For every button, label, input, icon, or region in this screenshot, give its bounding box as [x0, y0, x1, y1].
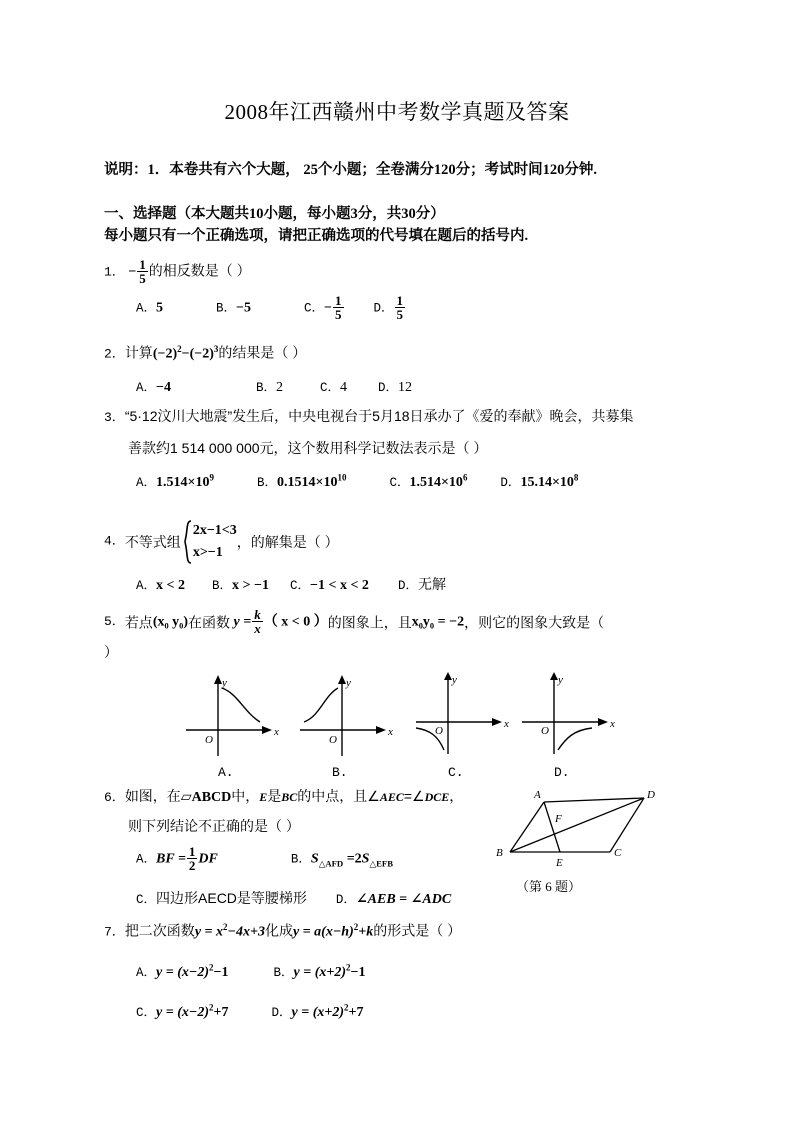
svg-text:O: O [329, 734, 337, 746]
svg-text:x: x [388, 726, 393, 738]
q5-condition: （ x < 0 ） [263, 614, 328, 630]
q6-option-a-label: A． [136, 852, 157, 867]
question-6-stem-line1 [104, 788, 463, 806]
svg-text:y: y [452, 674, 457, 686]
question-4-number: 4． [104, 533, 125, 549]
q6-line1-c: 是 [267, 788, 282, 804]
q5-tail: ，则它的图象大致是（ [464, 614, 605, 631]
section-subheading: 每小题只有一个正确选项，请把正确选项的代号填在题后的括号内. [104, 228, 529, 244]
q6-option-b-equals: =2 [343, 851, 362, 867]
q4-system-row-1: 2x−1<3 [192, 523, 237, 538]
question-2-options [136, 377, 412, 396]
q1-option-c-label: C． [304, 301, 325, 316]
q5-graph-option-b[interactable] [300, 672, 404, 780]
question-2-number: 2． [104, 346, 125, 362]
q5-graph-d-label: D. [554, 765, 570, 780]
q7-option-d-base: y = (x+2) [291, 1005, 344, 1020]
question-7-options-row1 [136, 962, 365, 981]
q5-lead: 若点 [124, 614, 153, 631]
svg-text:y: y [558, 674, 563, 686]
svg-text:O: O [541, 725, 549, 737]
q7-expr2-a: y = a(x−h) [292, 924, 354, 940]
question-1-options [136, 294, 406, 321]
page-title: 2008年江西赣州中考数学真题及答案 [224, 100, 570, 124]
q5-graph-a-label: A. [218, 765, 234, 780]
svg-text:D: D [647, 789, 655, 801]
q3-option-c-exponent: 6 [462, 472, 468, 483]
q7-option-d-label: D． [271, 1006, 292, 1020]
coordinate-axes-quadrant-3-icon [416, 672, 520, 760]
question-6-figure-caption: （第 6 题） [516, 879, 582, 894]
coordinate-axes-quadrant-1-icon [186, 672, 290, 760]
question-2-stem [104, 344, 306, 363]
question-6-stem-line2 [128, 818, 300, 836]
q5-graph-b-label: B. [332, 765, 348, 780]
q7-option-d-exponent: 2 [344, 1002, 349, 1013]
question-5-graph-options [186, 672, 636, 780]
q3-option-a-mantissa: 1.514×10 [156, 475, 210, 490]
question-1-stem [104, 258, 251, 285]
q7-option-b-label: B． [273, 966, 294, 980]
question-3-options [136, 472, 578, 491]
q7-option-c-exponent: 2 [209, 1002, 214, 1013]
q6-option-c-value: 四边形AECD是等腰梯形 [156, 890, 307, 906]
question-5-stem [104, 608, 604, 635]
q4-system [193, 520, 237, 564]
q7-tail: 的形式是（ ） [373, 922, 462, 939]
q1-option-c-fraction: $\frac{1}{5}$ [335, 293, 342, 322]
coordinate-axes-quadrant-4-icon [522, 672, 626, 760]
svg-text:O: O [435, 725, 443, 737]
section-heading-choice: 一、选择题（本大题共10小题，每小题3分，共30分） [104, 206, 445, 222]
q5-graph-option-d[interactable] [522, 672, 626, 780]
svg-text:O: O [205, 734, 213, 746]
q2-exp-2: 3 [213, 344, 219, 354]
q1-option-a-value: 5 [156, 300, 164, 316]
q7-expr1-exponent: 2 [223, 922, 228, 932]
q1-stem-text: 的相反数是（ ） [148, 262, 251, 279]
q6-angle-dce: DCE [424, 790, 450, 804]
q6-line-2: 则下列结论不正确的是（ ） [128, 818, 300, 834]
q2-tail: 的结果是（ ） [218, 344, 307, 361]
coordinate-axes-quadrant-2-icon [300, 672, 404, 760]
q3-option-d-label: D． [500, 476, 521, 490]
q4-option-c-label: C． [289, 579, 310, 593]
svg-text:F: F [555, 813, 562, 825]
q5-graph-option-a[interactable] [186, 672, 290, 780]
system-brace-icon [181, 520, 193, 564]
q3-option-d-exponent: 8 [573, 472, 579, 483]
svg-text:E: E [556, 857, 563, 869]
q6-line1-d: 的中点，且∠ [297, 788, 380, 804]
q7-option-c-label: C． [136, 1006, 157, 1020]
q1-option-b-value: −5 [236, 300, 252, 316]
q4-option-a-value: x < 2 [156, 578, 185, 593]
question-6-options-row2 [136, 888, 451, 908]
q5-function-fraction: $\frac{k}{x}$ [254, 607, 261, 636]
q2-option-c-label: C． [320, 381, 341, 395]
q7-mid: 化成 [264, 922, 293, 939]
q7-expr1-b: −4x+3 [227, 924, 265, 940]
q5-graph-option-c[interactable] [416, 672, 520, 780]
q6-option-d-label: D． [335, 893, 356, 907]
q5-function-lhs: y = [233, 614, 252, 630]
q6-line1-f: ， [449, 788, 464, 804]
question-7-stem [104, 922, 461, 941]
q7-option-c-base: y = (x−2) [156, 1005, 210, 1020]
q1-option-c-sign: − [324, 300, 333, 316]
q7-option-a-exponent: 2 [209, 962, 214, 973]
q3-option-b-mantissa: 0.1514×10 [277, 475, 338, 490]
svg-text:y: y [222, 677, 227, 689]
q6-line1-e: =∠ [403, 788, 425, 804]
question-4-stem [104, 520, 339, 564]
svg-text:x: x [274, 726, 279, 738]
question-7-options-row2 [136, 1002, 363, 1021]
question-3-stem-line1 [104, 408, 634, 426]
q6-line1-a: 如图，在 [124, 788, 181, 804]
svg-text:B: B [496, 847, 503, 859]
q6-option-d-value: ∠AEB = ∠ADC [355, 892, 452, 907]
q6-option-b-s2: S [361, 851, 370, 867]
q3-option-b-label: B． [256, 476, 277, 490]
q1-option-d-label: D． [373, 301, 394, 316]
q4-option-c-value: −1 < x < 2 [310, 578, 369, 593]
q4-system-row-2: x>−1 [192, 545, 223, 560]
q2-option-b-value: 2 [276, 380, 284, 395]
q6-line1-b: 中， [231, 788, 260, 804]
svg-text:C: C [614, 847, 622, 859]
q7-expr2-b: +k [358, 924, 374, 940]
question-6-options-row1 [136, 845, 393, 872]
svg-text:A: A [534, 789, 541, 801]
q7-option-c-tail: +7 [213, 1005, 229, 1020]
question-1-number: 1． [104, 264, 125, 280]
q7-option-d-tail: +7 [348, 1005, 364, 1020]
question-3-number: 3． [104, 410, 125, 425]
q2-lead: 计算 [124, 344, 153, 361]
q2-option-d-value: 12 [398, 380, 413, 395]
q1-sign: − [128, 264, 137, 280]
q2-operator: − [181, 346, 190, 362]
q5-graph-c-label: C. [448, 765, 464, 780]
q6-option-b-s2-subscript: △EFB [369, 858, 394, 869]
q7-option-b-tail: −1 [350, 965, 366, 980]
q1-option-a-label: A． [136, 301, 157, 316]
q3-option-a-exponent: 9 [209, 472, 214, 483]
q7-option-a-base: y = (x−2) [156, 965, 210, 980]
q1-fraction: $\frac{1}{5}$ [139, 257, 146, 286]
q6-option-c-label: C． [136, 893, 157, 907]
q5-point: (x₀ y₀) [152, 614, 189, 630]
q4-tail: ，的解集是（ ） [236, 533, 339, 550]
q2-option-a-value: −4 [156, 380, 171, 395]
q6-point-e: E [259, 790, 268, 804]
question-4-options [136, 574, 446, 594]
q2-option-c-value: 4 [340, 380, 348, 395]
q6-segment-bc: BC [281, 790, 298, 804]
question-6-number: 6． [104, 790, 125, 805]
q7-option-a-tail: −1 [213, 965, 229, 980]
q3-option-b-exponent: 10 [337, 472, 347, 483]
q4-option-b-label: B． [212, 579, 233, 593]
q6-option-b-label: B． [290, 852, 311, 867]
q4-option-a-label: A． [136, 579, 157, 593]
q5-mid-2: 的图象上，且 [327, 614, 412, 631]
q6-option-b-s1-subscript: △AFD [318, 858, 344, 869]
q2-base-2: (−2) [189, 346, 214, 362]
question-5-stem-cont [104, 644, 118, 662]
q4-lead: 不等式组 [124, 533, 181, 550]
q3-option-c-label: C． [389, 476, 410, 490]
svg-text:x: x [504, 718, 509, 730]
q5-mid-1: 在函数 [188, 614, 231, 631]
q2-base-1: (−2) [152, 346, 178, 362]
q7-option-b-base: y = (x+2) [293, 965, 346, 980]
question-3-stem-line2 [128, 440, 487, 458]
q6-option-b-s1: S [310, 851, 319, 867]
q3-line-1: “5·12汶川大地震”发生后，中央电视台于5月18日承办了《爱的奉献》晚会，共募集 [124, 408, 634, 424]
q2-exp-1: 2 [177, 344, 182, 354]
q5-product: x₀y₀ = −2 [411, 614, 465, 630]
q3-line-2: 善款约1 514 000 000元，这个数用科学记数法表示是（ ） [128, 440, 488, 456]
q3-option-c-mantissa: 1.514×10 [409, 475, 463, 490]
q2-option-a-label: A． [136, 381, 157, 395]
q7-option-b-exponent: 2 [346, 962, 351, 973]
q7-option-a-label: A． [136, 966, 157, 980]
q2-option-d-label: D． [378, 381, 399, 395]
q2-option-b-label: B． [256, 381, 277, 395]
svg-text:x: x [610, 718, 615, 730]
q7-lead: 把二次函数 [124, 922, 195, 939]
exam-note: 说明：1．本卷共有六个大题， 25个小题；全卷满分120分；考试时间120分钟. [104, 162, 597, 178]
question-7-number: 7． [104, 924, 125, 940]
q4-option-d-label: D． [397, 579, 418, 593]
q7-expr1-a: y = x [194, 924, 224, 940]
q6-parallelogram: ▱ABCD [180, 790, 232, 805]
q6-angle-aec: AEC [379, 790, 404, 804]
q4-option-d-value: 无解 [417, 576, 446, 592]
question-5-number: 5． [104, 614, 125, 630]
parallelogram-abcd-diagram [492, 786, 682, 876]
q7-expr2-exponent: 2 [353, 922, 359, 932]
q5-tail-2: ） [104, 644, 118, 660]
q6-option-a-fraction: $\frac{1}{2}$ [188, 844, 196, 873]
q3-option-a-label: A． [136, 476, 157, 490]
q6-option-a-rhs: DF [198, 851, 218, 867]
q1-option-b-label: B． [216, 301, 237, 316]
q6-option-a-lhs: BF = [156, 851, 186, 867]
q1-option-d-fraction: $\frac{1}{5}$ [396, 293, 404, 322]
svg-text:y: y [346, 677, 351, 689]
question-6-figure [492, 786, 682, 906]
q3-option-d-mantissa: 15.14×10 [520, 475, 574, 490]
q4-option-b-value: x > −1 [232, 578, 269, 593]
